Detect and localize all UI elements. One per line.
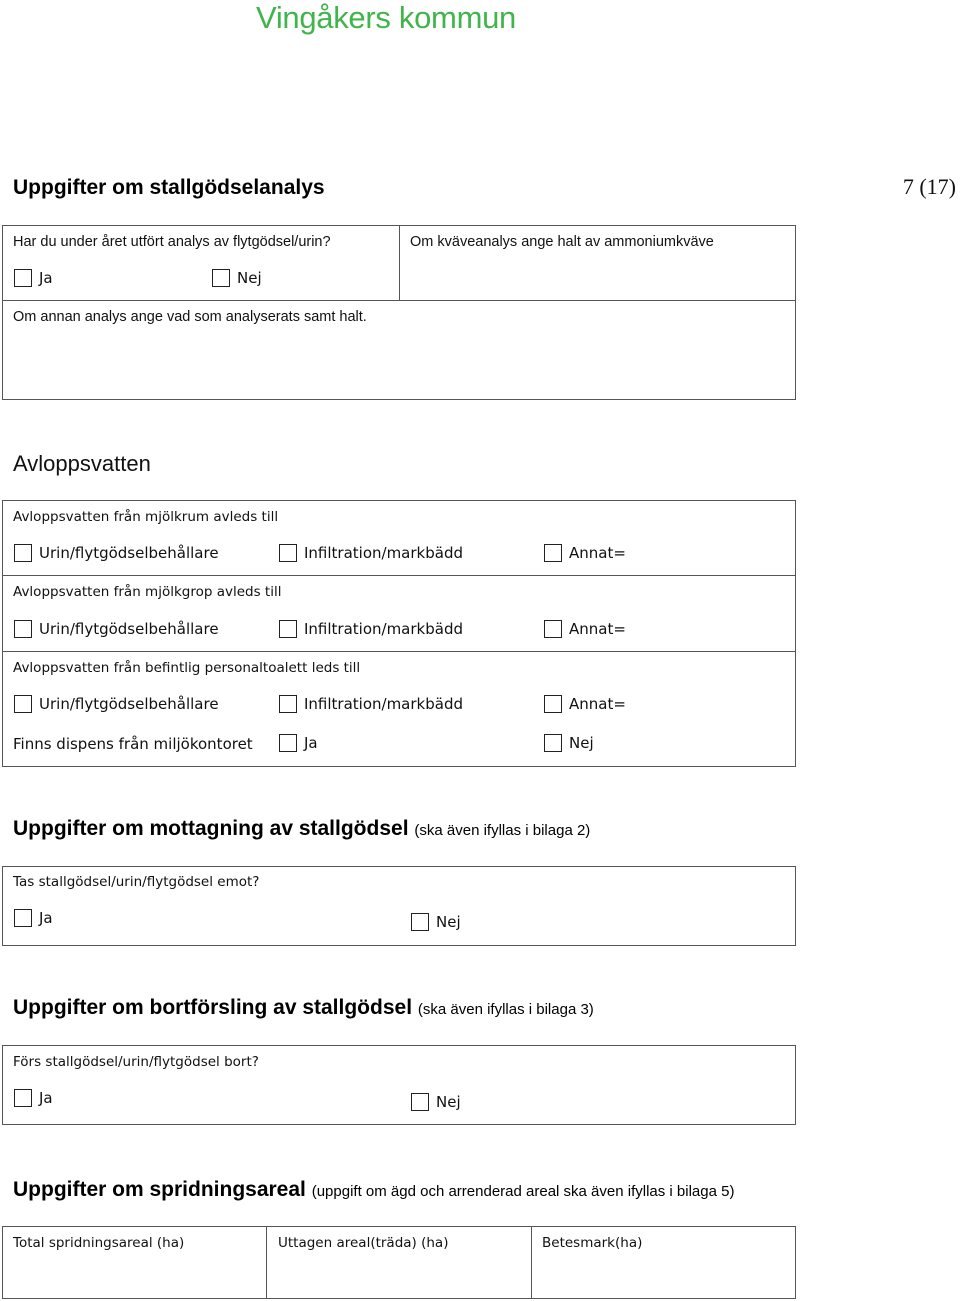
checkbox[interactable] (279, 695, 297, 713)
option-label: Infiltration/markbädd (304, 695, 463, 713)
section-title-mottagning (13, 817, 590, 841)
mjolkrum-opt-urin[interactable] (14, 544, 219, 562)
option-label: Nej (569, 734, 594, 752)
bortforsling-question: Förs stallgödsel/urin/flytgödsel bort? (13, 1054, 259, 1070)
checkbox[interactable] (544, 620, 562, 638)
checkbox[interactable] (411, 1093, 429, 1111)
subtitle-text: (uppgift om ägd och arrenderad areal ska även ifyllas i bilaga 5) (311, 1183, 735, 1200)
total-areal-field[interactable]: Total spridningsareal (ha) (13, 1235, 185, 1251)
option-label: Annat= (569, 544, 626, 562)
toalett-opt-annat[interactable] (544, 695, 626, 713)
option-label: Urin/flytgödselbehållare (39, 695, 219, 713)
toalett-opt-infiltration[interactable] (279, 695, 463, 713)
title-text: Uppgifter om mottagning av stallgödsel (13, 817, 409, 840)
checkbox[interactable] (544, 544, 562, 562)
checkbox[interactable] (14, 695, 32, 713)
dispens-ja-option[interactable] (279, 734, 318, 752)
checkbox[interactable] (14, 620, 32, 638)
subtitle-text: (ska även ifyllas i bilaga 2) (414, 822, 591, 839)
option-label: Infiltration/markbädd (304, 620, 463, 638)
checkbox[interactable] (544, 695, 562, 713)
option-label: Annat= (569, 695, 626, 713)
option-label: Annat= (569, 620, 626, 638)
option-label: Ja (39, 909, 53, 927)
section-title-spridning (13, 1178, 734, 1202)
divider (531, 1226, 532, 1299)
option-label: Nej (436, 1093, 461, 1111)
page-number: 7 (17) (902, 174, 956, 199)
section-title-bortforsling (13, 996, 594, 1020)
betesmark-field[interactable]: Betesmark(ha) (542, 1235, 643, 1251)
mottagning-ja-option[interactable] (14, 909, 53, 927)
title-text: Uppgifter om spridningsareal (13, 1178, 306, 1201)
title-text: Uppgifter om bortförsling av stallgödsel (13, 996, 413, 1019)
mjolkgrop-question: Avloppsvatten från mjölkgrop avleds till (13, 584, 282, 600)
divider (2, 651, 796, 652)
dispens-nej-option[interactable] (544, 734, 594, 752)
analys-ja-option[interactable] (14, 269, 53, 287)
uttagen-areal-field[interactable]: Uttagen areal(träda) (ha) (278, 1235, 449, 1251)
checkbox[interactable] (14, 1089, 32, 1107)
mjolkrum-opt-annat[interactable] (544, 544, 626, 562)
mjolkgrop-opt-annat[interactable] (544, 620, 626, 638)
org-logo-text: Vingåkers kommun (256, 0, 516, 35)
option-label: Ja (304, 734, 318, 752)
mottagning-question: Tas stallgödsel/urin/flytgödsel emot? (13, 874, 260, 890)
mjolkrum-opt-infiltration[interactable] (279, 544, 463, 562)
bortforsling-ja-option[interactable] (14, 1089, 53, 1107)
other-analysis-label: Om annan analys ange vad som analyserats samt halt. (13, 309, 367, 325)
option-label: Infiltration/markbädd (304, 544, 463, 562)
option-label: Nej (436, 913, 461, 931)
dispens-label: Finns dispens från miljökontoret (13, 735, 253, 753)
bortforsling-nej-option[interactable] (411, 1093, 461, 1111)
checkbox[interactable] (411, 913, 429, 931)
checkbox[interactable] (279, 620, 297, 638)
section-title-analys: Uppgifter om stallgödselanalys (13, 176, 325, 199)
option-label: Urin/flytgödselbehållare (39, 620, 219, 638)
option-label: Nej (237, 269, 262, 287)
toalett-question: Avloppsvatten från befintlig personaltoalett leds till (13, 660, 361, 676)
ammonium-label: Om kväveanalys ange halt av ammoniumkväve (410, 234, 714, 250)
checkbox[interactable] (544, 734, 562, 752)
analys-question: Har du under året utfört analys av flytgödsel/urin? (13, 234, 331, 250)
option-label: Ja (39, 1089, 53, 1107)
checkbox[interactable] (14, 909, 32, 927)
mjolkgrop-opt-infiltration[interactable] (279, 620, 463, 638)
checkbox[interactable] (279, 734, 297, 752)
section-title-avlopp: Avloppsvatten (13, 451, 151, 476)
divider (266, 1226, 267, 1299)
mjolkrum-question: Avloppsvatten från mjölkrum avleds till (13, 509, 279, 525)
mjolkgrop-opt-urin[interactable] (14, 620, 219, 638)
divider (399, 225, 400, 300)
option-label: Ja (39, 269, 53, 287)
mottagning-nej-option[interactable] (411, 913, 461, 931)
checkbox[interactable] (212, 269, 230, 287)
divider (2, 575, 796, 576)
divider (2, 300, 796, 301)
checkbox[interactable] (14, 544, 32, 562)
analys-nej-option[interactable] (212, 269, 262, 287)
checkbox[interactable] (279, 544, 297, 562)
subtitle-text: (ska även ifyllas i bilaga 3) (417, 1001, 594, 1018)
checkbox[interactable] (14, 269, 32, 287)
toalett-opt-urin[interactable] (14, 695, 219, 713)
option-label: Urin/flytgödselbehållare (39, 544, 219, 562)
